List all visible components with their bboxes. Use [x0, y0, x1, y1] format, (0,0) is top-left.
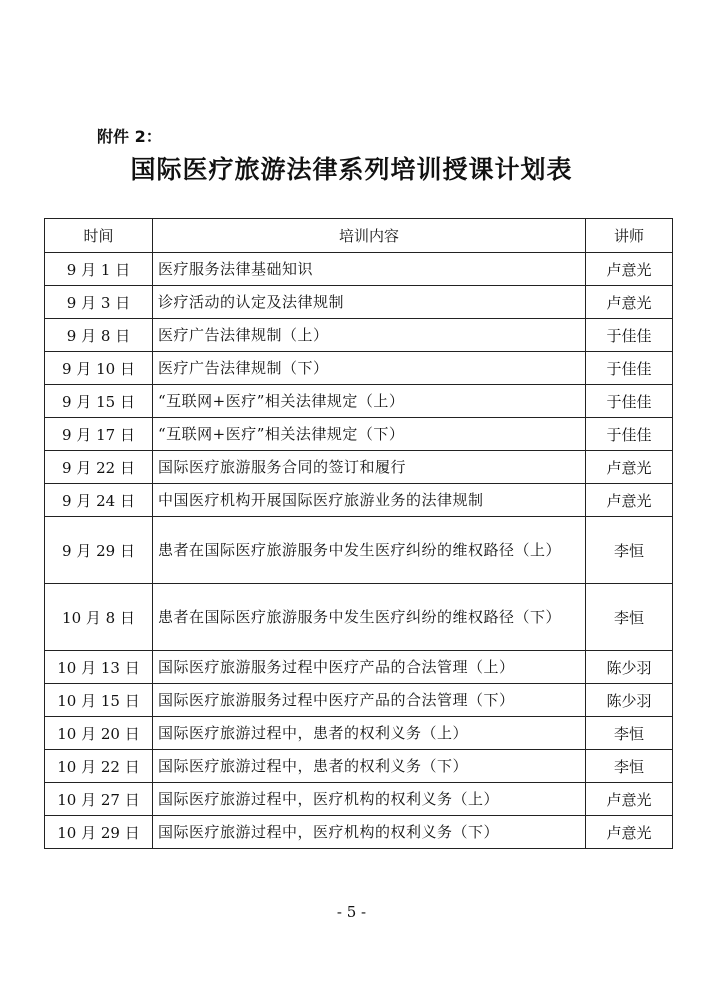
row-content: 国际医疗旅游过程中，医疗机构的权利义务（上）: [153, 783, 586, 816]
row-teacher: 于佳佳: [586, 385, 673, 418]
row-teacher: 李恒: [586, 717, 673, 750]
document-title: 国际医疗旅游法律系列培训授课计划表: [130, 155, 573, 184]
page-number: - 5 -: [336, 903, 367, 921]
row-teacher: 卢意光: [586, 253, 673, 286]
row-date: 9 月 8 日: [45, 319, 153, 352]
table-row: [45, 484, 673, 517]
row-date: 9 月 15 日: [45, 385, 153, 418]
row-teacher: 李恒: [586, 517, 673, 584]
row-content: 医疗服务法律基础知识: [153, 253, 586, 286]
row-teacher: 卢意光: [586, 484, 673, 517]
table-row: [45, 385, 673, 418]
row-date: 9 月 29 日: [45, 517, 153, 584]
row-teacher: 卢意光: [586, 286, 673, 319]
row-teacher: 李恒: [586, 750, 673, 783]
attachment-label: 附件 2：: [97, 127, 162, 146]
row-date: 9 月 10 日: [45, 352, 153, 385]
table-row: [45, 517, 673, 584]
table-row: [45, 816, 673, 849]
table-row: [45, 783, 673, 816]
table-row: [45, 684, 673, 717]
row-date: 10 月 27 日: [45, 783, 153, 816]
table-row: [45, 651, 673, 684]
table-row: [45, 286, 673, 319]
row-teacher: 于佳佳: [586, 319, 673, 352]
header-content: 培训内容: [153, 219, 586, 253]
row-teacher: 卢意光: [586, 451, 673, 484]
row-content: 患者在国际医疗旅游服务中发生医疗纠纷的维权路径（下）: [153, 584, 586, 651]
row-date: 9 月 1 日: [45, 253, 153, 286]
row-date: 9 月 17 日: [45, 418, 153, 451]
table-row: [45, 352, 673, 385]
row-date: 9 月 22 日: [45, 451, 153, 484]
training-schedule-table: [44, 218, 673, 849]
row-content: “互联网+医疗”相关法律规定（上）: [153, 385, 586, 418]
row-content: 国际医疗旅游服务过程中医疗产品的合法管理（上）: [153, 651, 586, 684]
row-teacher: 李恒: [586, 584, 673, 651]
row-date: 10 月 20 日: [45, 717, 153, 750]
row-date: 10 月 15 日: [45, 684, 153, 717]
table-row: [45, 584, 673, 651]
table-row: [45, 253, 673, 286]
table-header-row: [45, 219, 673, 253]
table-row: [45, 451, 673, 484]
table-row: [45, 418, 673, 451]
table-row: [45, 750, 673, 783]
row-content: 中国医疗机构开展国际医疗旅游业务的法律规制: [153, 484, 586, 517]
table-row: [45, 717, 673, 750]
row-date: 9 月 24 日: [45, 484, 153, 517]
row-date: 10 月 13 日: [45, 651, 153, 684]
row-content: 国际医疗旅游服务过程中医疗产品的合法管理（下）: [153, 684, 586, 717]
row-teacher: 于佳佳: [586, 418, 673, 451]
row-content: 诊疗活动的认定及法律规制: [153, 286, 586, 319]
row-content: 患者在国际医疗旅游服务中发生医疗纠纷的维权路径（上）: [153, 517, 586, 584]
row-content: 医疗广告法律规制（下）: [153, 352, 586, 385]
row-date: 9 月 3 日: [45, 286, 153, 319]
header-time: 时间: [45, 219, 153, 253]
row-content: 国际医疗旅游过程中，医疗机构的权利义务（下）: [153, 816, 586, 849]
row-content: 国际医疗旅游服务合同的签订和履行: [153, 451, 586, 484]
row-content: 医疗广告法律规制（上）: [153, 319, 586, 352]
row-teacher: 于佳佳: [586, 352, 673, 385]
row-teacher: 卢意光: [586, 816, 673, 849]
row-date: 10 月 22 日: [45, 750, 153, 783]
row-date: 10 月 29 日: [45, 816, 153, 849]
row-content: “互联网+医疗”相关法律规定（下）: [153, 418, 586, 451]
header-teacher: 讲师: [586, 219, 673, 253]
row-content: 国际医疗旅游过程中，患者的权利义务（下）: [153, 750, 586, 783]
row-date: 10 月 8 日: [45, 584, 153, 651]
row-teacher: 卢意光: [586, 783, 673, 816]
table-row: [45, 319, 673, 352]
row-teacher: 陈少羽: [586, 651, 673, 684]
row-teacher: 陈少羽: [586, 684, 673, 717]
row-content: 国际医疗旅游过程中，患者的权利义务（上）: [153, 717, 586, 750]
